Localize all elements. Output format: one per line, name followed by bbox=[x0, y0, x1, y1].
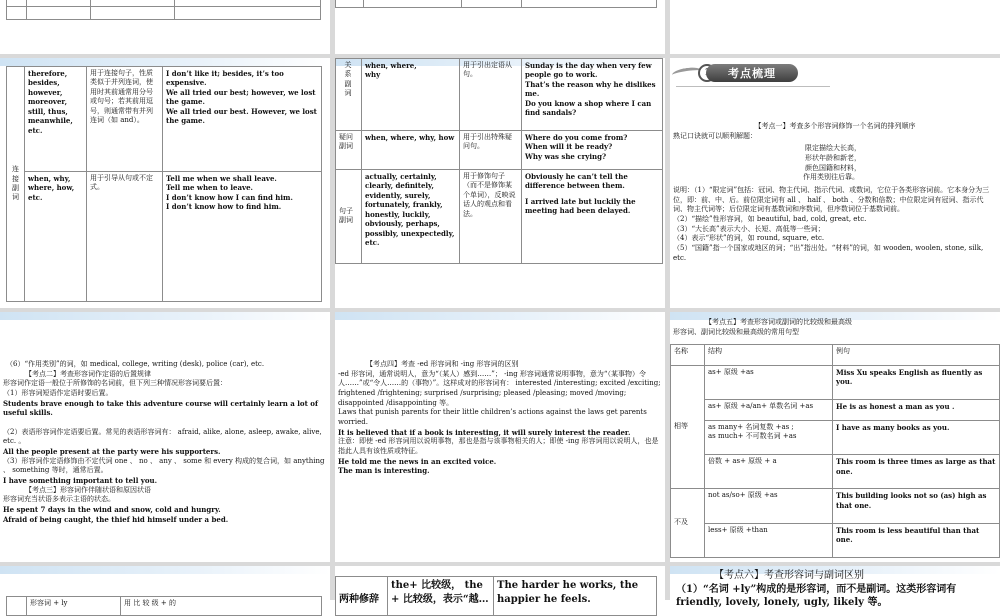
example-cell: The harder he works, the happier he feels. bbox=[494, 577, 657, 616]
words-cell: when, where, why bbox=[362, 59, 460, 131]
words-cell: actually, certainly, clearly, definitely, evidently, surely, fortunately, frankly, honestly, luckily, obviously, perhaps, possibly, unexpectedly, etc. bbox=[362, 169, 460, 263]
slide-header-band bbox=[0, 312, 330, 320]
structure-cell: less+ 原级 +than bbox=[705, 523, 833, 557]
example-cell: This building looks not so (as) high as that one. bbox=[833, 489, 1000, 523]
header-name: 名称 bbox=[671, 345, 705, 366]
example-cell: This room is three times as large as that one. bbox=[833, 455, 1000, 489]
adverb-types-table bbox=[335, 58, 663, 264]
slide-attributive-postposition bbox=[0, 312, 330, 562]
structure-cell: as+ 原级 +a/an+ 单数名词 +as bbox=[705, 400, 833, 421]
section-banner: 考点梳理 bbox=[706, 64, 798, 82]
header-structure: 结构 bbox=[705, 345, 833, 366]
structure-cell: 倍数 + as+ 原级 + a bbox=[705, 455, 833, 489]
example-cell: This room is less beautiful than that one. bbox=[833, 523, 1000, 557]
key-point-1: 【考点一】考查多个形容词修饰一个名词的排列顺序 熟记口诀就可以顺利解题： 限定描绘大长高， 形状年龄和新老， 颜色国籍和材料， 作用类别往后靠。 说明：（1）“限定词”包括：冠词、物主代词、指示代词、或数词，它位于各类形容词前。它本身分为三位，即：前、中、后。前位限定词有 all 、 half 、 both 、分数和倍数；中位限定词有冠词、指示代词、物主代词等；后位限定词有基数词和序数词，但序数词位于基数词前。 （2）“描绘”性形容词，如 beautiful, bad, cold, great, etc. （3）“大长高”表示大小、长短、高低等一些词； （4）表示“形状”的词，如 round, square, etc. （5）“国籍”指一个国家或地区的词；“出”指出处。“材料”的词，如 wooden, woolen, stone, silk, etc. bbox=[673, 122, 997, 263]
example-cell: I don’t like it; besides, it’s too expensive. We all tried our best; however, we lost the game. We all tried our best. However, we lost the game. bbox=[163, 67, 322, 172]
group-less: 不及 bbox=[671, 489, 705, 558]
slide-bottom-right-partial bbox=[670, 566, 1000, 608]
example-cell: Obviously he can’t tell the difference between them. I arrived late but luckily the meeting had been delayed. bbox=[522, 169, 663, 263]
conjunctive-adverb-table bbox=[6, 66, 322, 302]
category-cell: 关系副词 bbox=[336, 59, 362, 131]
words-cell: when, why, where, how, etc. bbox=[25, 172, 87, 302]
structure-cell: the+ 比较级， the + 比较级，表示“越… bbox=[388, 577, 494, 616]
usage-cell: 用于引出特殊疑问句。 bbox=[460, 131, 522, 170]
rhetoric-table bbox=[335, 576, 657, 616]
example-cell: Where do you come from? When will it be ready? Why was she crying? bbox=[522, 131, 663, 170]
point-heading: 【考点一】考查多个形容词修饰一个名词的排列顺序 bbox=[754, 122, 916, 130]
key-point-2-3: （6）“作用类别”的词，如 medical, college, writing (desk), police (car), etc. 【考点二】考查形容词作定语的后置规律 形容词作定语一般位于所修饰的名词前，但下列三种情况形容词要后置： （1）形容词短语作定语时要后置。 Students brave enough to take this adventure course will certainly learn a lot of useful skills. （2）表语形容词作定语要后置。常见的表语形容词有： afraid, alike, alone, asleep, awake, alive, etc. 。 All the people present at the party were his supporters. （3）形容词作定语修饰由不定代词 one 、 no 、 any 、 some 和 every 构成的复合词，如 anything 、 something 等时，通常后置。 I have something important to tell you. 【考点三】形容词作伴随状语和原因状语 形容词充当状语多表示主语的状态。 He spent 7 days in the wind and snow, cold and hungry. Afraid of being caught, the thief hid himself under a bed. bbox=[3, 360, 325, 524]
point-heading: 【考点五】考查形容词或副词的比较级和最高级 形容词、副词比较级和最高级的常用句型 bbox=[673, 318, 852, 336]
slide-ed-ing-adjectives bbox=[335, 312, 665, 562]
usage-cell: 用于连接句子，性质类似于并列连词，使用时其前通常用分号或句号；若其前用逗号，则通常带有并列连词（如 and）。 bbox=[87, 67, 163, 172]
key-point-6: 【考点六】考查形容词与副词区别 （1）“名词 +ly”构成的是形容词，而不是副词。这类形容词有 friendly, lovely, lonely, ugly, likely 等。 bbox=[676, 570, 957, 608]
example-cell: Sunday is the day when very few people go to work. That’s the reason why he dislikes me. Do you know a shop where I can find sandals? bbox=[522, 59, 663, 131]
slide-top-center-partial bbox=[335, 0, 665, 54]
slide-header-band bbox=[335, 312, 665, 320]
group-equal: 相等 bbox=[671, 365, 705, 489]
slide-header-band bbox=[0, 58, 330, 66]
example-cell: He is as honest a man as you . bbox=[833, 400, 1000, 421]
slide-key-points bbox=[670, 58, 1000, 308]
slide-adverb-types bbox=[335, 58, 665, 308]
structure-cell: as many+ 名词复数 +as ; as much+ 不可数名词 +as bbox=[705, 420, 833, 454]
usage-cell: 用于引出定语从句。 bbox=[460, 59, 522, 131]
words-cell: therefore, besides, however, moreover, still, thus, meanwhile, etc. bbox=[25, 67, 87, 172]
structure-cell: as+ 原级 +as bbox=[705, 365, 833, 399]
slide-top-left-partial bbox=[0, 0, 330, 54]
usage-cell: 用于修饰句子（而不是修饰某个单词），反映说话人的观点和看法。 bbox=[460, 169, 522, 263]
banner-underline bbox=[676, 86, 830, 87]
usage-cell: 用于引导从句或不定式。 bbox=[87, 172, 163, 302]
category-cell: 两种修辞 bbox=[336, 577, 388, 616]
words-cell: when, where, why, how bbox=[362, 131, 460, 170]
category-cell: 疑问副词 bbox=[336, 131, 362, 170]
slide-header-band bbox=[0, 566, 330, 574]
comparative-table bbox=[670, 344, 1000, 558]
slide-top-right-partial bbox=[670, 0, 1000, 54]
key-point-4: 【考点四】考查 -ed 形容词和 -ing 形容词的区别 -ed 形容词，通常说明人，意为“（某人）感到……”； -ing 形容词通常说明事物，意为“（某事物）令人……”或“令人……的（事物）”。这样成对的形容词有： interested /interesting; excited /exciting; frightened /frightening; surprised /surprising; pleased /pleasing; moved /moving; disappointed /disappointing 等。 Laws that punish parents for their little children’s actions against the laws get parents worried. It is believed that if a book is interesting, it will surely interest the reader. 注意：即使 -ed 形容词用以说明事物，那也是指与该事物相关的人；即使 -ing 形容词用以说明人，也是指此人具有该性质或特征。 He told me the news in an excited voice. The man is interesting. bbox=[338, 360, 661, 476]
example-cell: I have as many books as you. bbox=[833, 420, 1000, 454]
slide-conjunctive-adverbs bbox=[0, 58, 330, 308]
partial-cell: 用 比 较 级 + 的 bbox=[121, 597, 322, 616]
category-cell: 连接副词 bbox=[7, 67, 25, 302]
partial-cell: 形容词 + ly bbox=[27, 597, 121, 616]
slide-comparatives bbox=[670, 312, 1000, 562]
example-cell: Tell me when we shall leave. Tell me when to leave. I don’t know how I can find him. I don’t know how to find him. bbox=[163, 172, 322, 302]
header-example: 例句 bbox=[833, 345, 1000, 366]
slide-bottom-center-partial bbox=[335, 566, 665, 606]
structure-cell: not as/so+ 原级 +as bbox=[705, 489, 833, 523]
slide-bottom-left-partial bbox=[0, 566, 330, 607]
example-cell: Miss Xu speaks English as fluently as you. bbox=[833, 365, 1000, 399]
category-cell: 句子副词 bbox=[336, 169, 362, 263]
